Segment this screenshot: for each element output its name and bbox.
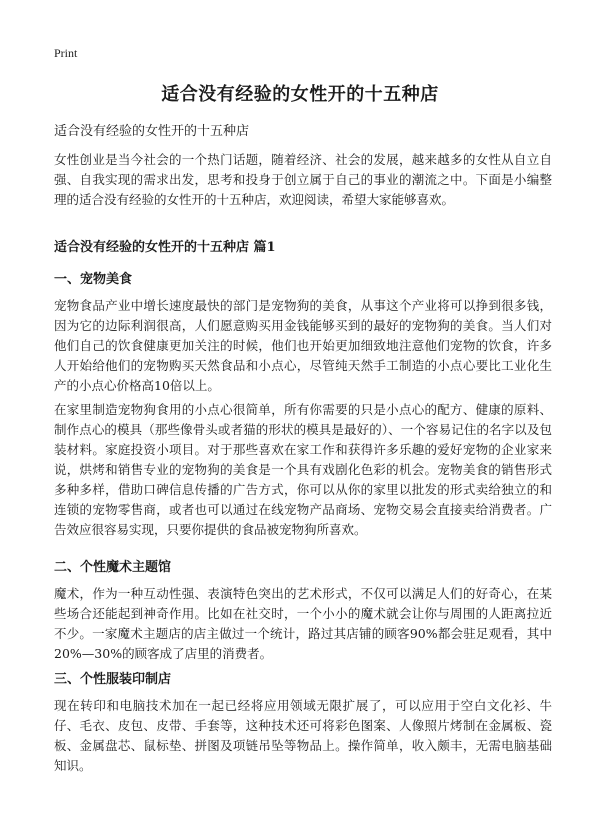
section-3-paragraph-1 <box>54 696 552 776</box>
paragraph-text: 在家里制造宠物狗食用的小点心很简单，所有你需要的只是小点心的配方、健康的原料、制作点心的模具（那些像骨头或者猫的形状的模具是最好的）、一个容易记住的名字以及包装材料。家庭投资小项目。对于那些喜欢在家工作和获得许多乐趣的爱好宠物的企业家来说，烘烤和销售专业的宠物狗的美食是一个具有戏剧化色彩的机会。宠物美食的销售形式多种多样，借助口碑信息传播的广告方式，你可以从你的家里以批发的形式卖给独立的和连锁的宠物零售商，或者也可以通过在线宠物产品商场、宠物交易会直接卖给消费者。广告效应很容易实现，只要你提供的食品被宠物狗所喜欢。 <box>54 402 552 537</box>
paragraph-text: 现在转印和电脑技术加在一起已经将应用领域无限扩展了，可以应用于空白文化衫、牛仔、毛衣、皮包、皮带、手套等，这种技术还可将彩色图案、人像照片烤制在金属板、瓷板、金属盘芯、鼠标垫、拼图及项链吊坠等物品上。操作简单，收入颇丰，无需电脑基础知识。 <box>54 698 552 773</box>
print-label[interactable]: Print <box>54 46 78 60</box>
section-title: 适合没有经验的女性开的十五种店 篇1 <box>54 240 276 255</box>
section-2-paragraph-1 <box>54 584 552 664</box>
section-1-paragraph-1 <box>54 296 552 396</box>
section-heading-3: 三、个性服装印制店 <box>54 672 172 687</box>
section-heading-2: 二、个性魔术主题馆 <box>54 560 172 575</box>
section-heading-1: 一、宠物美食 <box>54 272 133 287</box>
intro-paragraph <box>54 150 552 210</box>
section-1-paragraph-2 <box>54 400 552 540</box>
page-title: 适合没有经验的女性开的十五种店 <box>161 84 439 105</box>
paragraph-text: 魔术，作为一种互动性强、表演特色突出的艺术形式，不仅可以满足人们的好奇心，在某些场合还能起到神奇作用。比如在社交时，一个小小的魔术就会让你与周围的人距离拉近不少。一家魔术主题店的店主做过一个统计，路过其店铺的顾客90%都会驻足观看，其中20%—30%的顾客成了店里的消费者。 <box>54 586 552 661</box>
intro-text: 女性创业是当今社会的一个热门话题，随着经济、社会的发展，越来越多的女性从自立自强、自我实现的需求出发，思考和投身于创立属于自己的事业的潮流之中。下面是小编整理的适合没有经验的女性开的十五种店，欢迎阅读，希望大家能够喜欢。 <box>54 152 552 207</box>
paragraph-text: 宠物食品产业中增长速度最快的部门是宠物狗的美食，从事这个产业将可以挣到很多钱，因为它的边际利润很高，人们愿意购买用金钱能够买到的最好的宠物狗的美食。当人们对他们自己的饮食健康更加关注的时候，他们也开始更加细致地注意他们宠物的饮食，许多人开始给他们的宠物购买天然食品和小点心，尽管纯天然手工制造的小点心要比工业化生产的小点心价格高10倍以上。 <box>54 298 552 393</box>
document-subtitle: 适合没有经验的女性开的十五种店 <box>54 124 250 139</box>
